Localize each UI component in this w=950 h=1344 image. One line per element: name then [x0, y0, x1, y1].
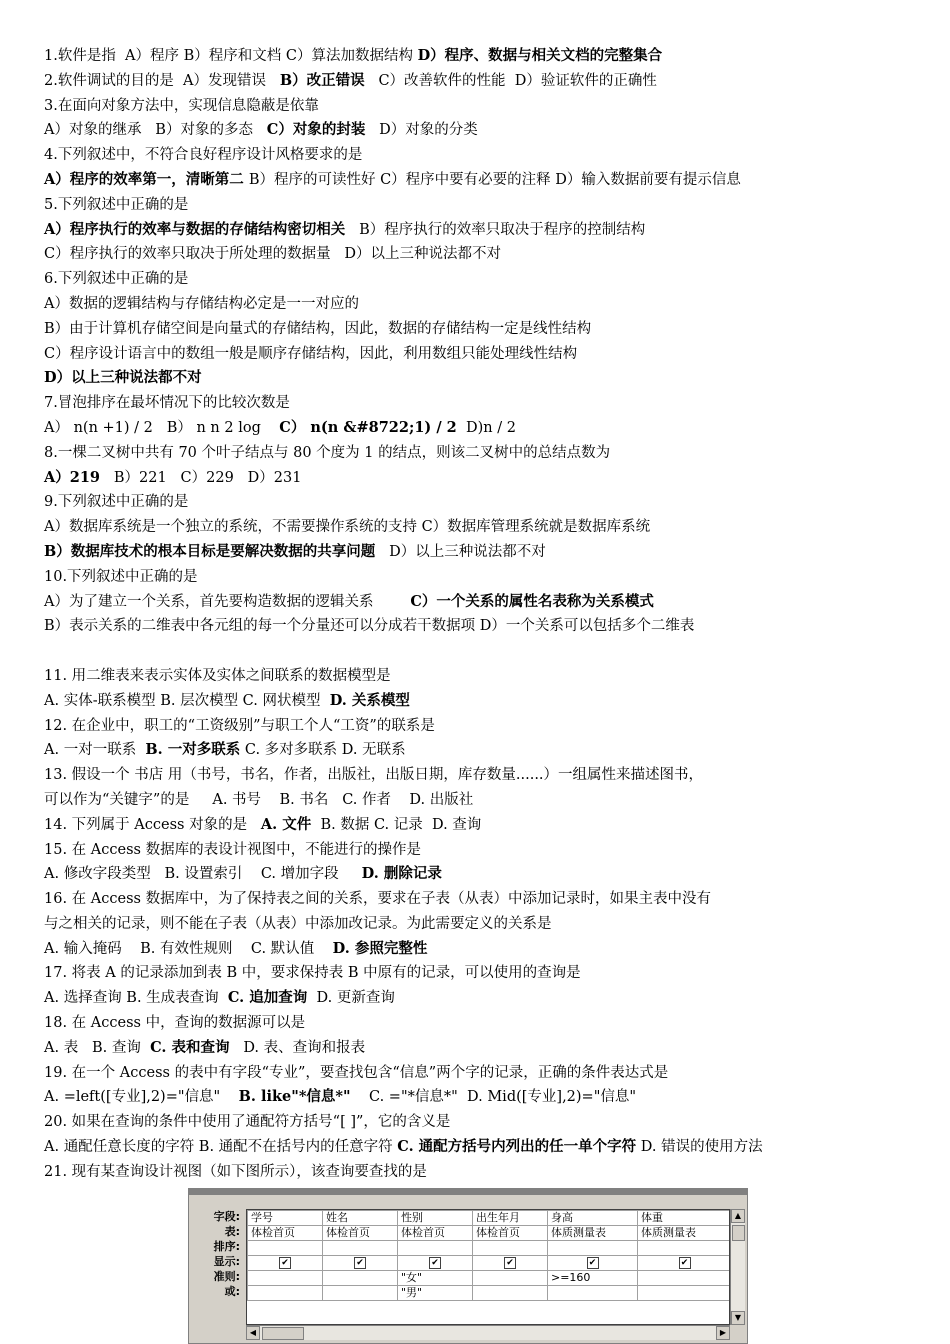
grid-cell-sort[interactable] — [323, 1241, 398, 1256]
text-segment: A. 表 B. 查询 — [44, 1039, 151, 1056]
answer-text: D）以上三种说法都不对 — [44, 369, 202, 387]
text-line — [44, 986, 924, 1011]
answer-text: A）程序的效率第一，清晰第二 — [44, 170, 249, 188]
grid-cell-table[interactable]: 体检首页 — [398, 1226, 473, 1241]
text-segment: A. 输入掩码 B. 有效性规则 C. 默认值 — [44, 940, 333, 957]
text-segment: 18. 在 Access 中，查询的数据源可以是 — [44, 1015, 306, 1032]
text-segment: B. 数据 C. 记录 D. 查询 — [311, 816, 482, 833]
row-label: 排序: — [213, 1240, 240, 1253]
checkbox-icon[interactable]: ✔ — [587, 1257, 599, 1269]
text-segment: A）对象的继承 B）对象的多态 — [44, 122, 267, 139]
grid-cell-criteria[interactable]: >=160 — [548, 1271, 638, 1286]
text-segment: A. 实体-联系模型 B. 层次模型 C. 网状模型 — [44, 692, 330, 709]
grid-cell-field[interactable]: 姓名 — [323, 1211, 398, 1226]
grid-cell-field[interactable]: 体重 — [638, 1211, 731, 1226]
text-line — [44, 813, 924, 838]
scroll-thumb-horizontal[interactable] — [262, 1327, 304, 1340]
grid-cell-field[interactable]: 出生年月 — [473, 1211, 548, 1226]
text-line — [44, 912, 924, 937]
text-segment: 可以作为“关键字”的是 A. 书号 B. 书名 C. 作者 D. 出版社 — [44, 791, 474, 808]
answer-text: B）数据库技术的根本目标是要解决数据的共享问题 — [44, 542, 376, 560]
answer-text: C. 通配方括号内列出的任一单个字符 — [397, 1138, 637, 1156]
grid-cell-table[interactable]: 体质测量表 — [548, 1226, 638, 1241]
grid-cell-criteria[interactable] — [248, 1271, 323, 1286]
grid-cell-table[interactable]: 体检首页 — [473, 1226, 548, 1241]
text-line — [44, 441, 924, 466]
text-segment: D. 表、查询和报表 — [229, 1039, 366, 1056]
text-segment: 17. 将表 A 的记录添加到表 B 中，要求保持表 B 中原有的记录，可以使用的查询是 — [44, 965, 581, 982]
show-checkbox-cell[interactable] — [473, 1256, 548, 1271]
grid-cell-criteria[interactable]: "女" — [398, 1271, 473, 1286]
text-segment: 7.冒泡排序在最坏情况下的比较次数是 — [44, 395, 290, 412]
text-line — [44, 763, 924, 788]
show-checkbox-cell[interactable] — [638, 1256, 731, 1271]
text-segment: D）以上三种说法都不对 — [375, 543, 546, 560]
grid-cell-or[interactable] — [473, 1286, 548, 1301]
text-segment: 15. 在 Access 数据库的表设计视图中，不能进行的操作是 — [44, 841, 422, 858]
row-label: 准则: — [213, 1270, 240, 1283]
text-segment: C）程序执行的效率只取决于所处理的数据量 D）以上三种说法都不对 — [44, 246, 502, 263]
grid-cell-sort[interactable] — [248, 1241, 323, 1256]
text-line — [44, 317, 924, 342]
answer-text: B. like"*信息*" — [238, 1088, 351, 1106]
text-line — [44, 143, 924, 168]
vertical-scrollbar[interactable] — [730, 1209, 745, 1325]
text-line — [44, 44, 924, 69]
text-line — [44, 838, 924, 863]
text-segment: 12. 在企业中，职工的“工资级别”与职工个人“工资”的联系是 — [44, 717, 435, 734]
text-line — [44, 565, 924, 590]
text-line — [44, 540, 924, 565]
grid-cell-criteria[interactable] — [323, 1271, 398, 1286]
blank-line — [44, 639, 924, 664]
text-line — [44, 416, 924, 441]
text-segment: 10.下列叙述中正确的是 — [44, 568, 198, 585]
grid-cell-or[interactable] — [638, 1286, 731, 1301]
text-segment: C. 多对多联系 D. 无联系 — [240, 742, 406, 759]
text-segment: 16. 在 Access 数据库中，为了保持表之间的关系，要求在子表（从表）中添加记录时，如果主表中没有 — [44, 891, 712, 908]
text-segment: 19. 在一个 Access 的表中有字段“专业”，要查找包含“信息”两个字的记录，正确的条件表达式是 — [44, 1064, 669, 1081]
grid-cell-sort[interactable] — [398, 1241, 473, 1256]
text-segment: A. =left([专业],2)="信息" — [44, 1089, 239, 1106]
grid-cell-or[interactable] — [323, 1286, 398, 1301]
text-line — [44, 961, 924, 986]
text-line — [44, 614, 924, 639]
checkbox-icon[interactable]: ✔ — [429, 1257, 441, 1269]
row-labels — [189, 1209, 244, 1299]
grid-cell-sort[interactable] — [638, 1241, 731, 1256]
text-segment: C. ="*信息*" D. Mid([专业],2)="信息" — [350, 1089, 637, 1106]
text-segment: B）表示关系的二维表中各元组的每一个分量还可以分成若干数据项 D）一个关系可以包括多个二维表 — [44, 618, 695, 635]
window-border — [189, 1189, 747, 1195]
answer-text: D. 删除记录 — [361, 865, 442, 883]
text-segment: D. 更新查询 — [307, 990, 395, 1007]
text-line — [44, 515, 924, 540]
row-label: 字段: — [213, 1210, 240, 1223]
grid-row-or — [248, 1286, 731, 1301]
answer-text: A）219 — [44, 468, 101, 486]
text-line — [44, 94, 924, 119]
text-segment: 13. 假设一个 书店 用（书号，书名，作者，出版社，出版日期，库存数量......）一组属性来描述图书， — [44, 767, 704, 784]
answer-text: A. 文件 — [260, 815, 312, 833]
text-line — [44, 242, 924, 267]
answer-text: D. 参照完整性 — [332, 939, 428, 957]
text-line — [44, 490, 924, 515]
text-line — [44, 1011, 924, 1036]
text-line — [44, 366, 924, 391]
grid-cell-or[interactable]: "男" — [398, 1286, 473, 1301]
show-checkbox-cell[interactable] — [248, 1256, 323, 1271]
text-segment: 1.软件是指 A）程序 B）程序和文档 C）算法加数据结构 — [44, 48, 418, 64]
grid-cell-field[interactable]: 性别 — [398, 1211, 473, 1226]
text-segment: D）对象的分类 — [365, 122, 478, 139]
scroll-up-icon[interactable]: ▲ — [731, 1209, 745, 1223]
text-segment: 8.一棵二叉树中共有 70 个叶子结点与 80 个度为 1 的结点，则该二叉树中的总结点数为 — [44, 444, 611, 461]
text-segment: B）程序的可读性好 C）程序中要有必要的注释 D）输入数据前要有提示信息 — [248, 171, 741, 188]
answer-text: C. 追加查询 — [227, 989, 308, 1007]
text-segment: 9.下列叙述中正确的是 — [44, 494, 189, 511]
answer-text: C）一个关系的属性名表称为关系模式 — [410, 592, 654, 610]
text-line — [44, 1135, 924, 1160]
show-checkbox-cell[interactable] — [398, 1256, 473, 1271]
text-line — [44, 1110, 924, 1135]
text-segment: 20. 如果在查询的条件中使用了通配符方括号“[ ]”，它的含义是 — [44, 1114, 451, 1131]
text-line — [44, 69, 924, 94]
grid-cell-criteria[interactable] — [473, 1271, 548, 1286]
text-line — [44, 1085, 924, 1110]
grid-cell-or[interactable] — [248, 1286, 323, 1301]
text-segment: 2.软件调试的目的是 A）发现错误 — [44, 72, 280, 89]
grid-cell-criteria[interactable] — [638, 1271, 731, 1286]
text-line — [44, 1036, 924, 1061]
query-grid-table — [247, 1210, 730, 1301]
text-line — [44, 168, 924, 193]
text-segment: 与之相关的记录，则不能在子表（从表）中添加改记录。为此需要定义的关系是 — [44, 915, 552, 932]
checkbox-icon[interactable]: ✔ — [679, 1257, 691, 1269]
text-segment: A. 选择查询 B. 生成表查询 — [44, 990, 228, 1007]
text-segment: A）为了建立一个关系，首先要构造数据的逻辑关系 — [44, 593, 411, 610]
text-line — [44, 1061, 924, 1086]
text-line — [44, 887, 924, 912]
scroll-down-icon[interactable]: ▼ — [731, 1311, 745, 1325]
answer-text: B）改正错误 — [279, 71, 365, 89]
text-segment: A. 一对一联系 — [44, 742, 146, 759]
grid-row-table — [248, 1226, 731, 1241]
grid-cell-table[interactable]: 体检首页 — [248, 1226, 323, 1241]
scroll-thumb[interactable] — [732, 1225, 745, 1241]
text-segment: D. 错误的使用方法 — [636, 1139, 763, 1156]
text-segment: 11. 用二维表来表示实体及实体之间联系的数据模型是 — [44, 667, 391, 684]
show-checkbox-cell[interactable] — [548, 1256, 638, 1271]
answer-text: C. 表和查询 — [150, 1038, 230, 1056]
answer-text: D. 关系模型 — [329, 691, 410, 709]
answer-text: B. 一对多联系 — [145, 741, 241, 759]
text-segment: A） n(n +1) / 2 B） n n 2 log — [44, 419, 280, 436]
text-line — [44, 937, 924, 962]
text-segment: D)n / 2 — [456, 419, 516, 436]
text-segment: B）221 C）229 D）231 — [100, 469, 302, 486]
text-segment: B）程序执行的效率只取决于程序的控制结构 — [345, 221, 646, 238]
grid-cell-table[interactable]: 体检首页 — [323, 1226, 398, 1241]
query-design-view — [188, 1188, 748, 1344]
row-label: 显示: — [213, 1255, 240, 1268]
text-line — [44, 391, 924, 416]
grid-row-criteria — [248, 1271, 731, 1286]
text-segment: A）数据库系统是一个独立的系统，不需要操作系统的支持 C）数据库管理系统就是数据库系统 — [44, 519, 651, 536]
text-line — [44, 1160, 924, 1185]
text-segment: 6.下列叙述中正确的是 — [44, 271, 189, 288]
text-segment: A. 通配任意长度的字符 B. 通配不在括号内的任意字符 — [44, 1139, 398, 1156]
answer-text: C） n(n &#8722;1) / 2 — [279, 418, 457, 436]
grid-row-show — [248, 1256, 731, 1271]
text-segment: 3.在面向对象方法中，实现信息隐蔽是依靠 — [44, 97, 319, 114]
text-line — [44, 714, 924, 739]
answer-text: C）对象的封装 — [266, 121, 366, 139]
document-body — [44, 44, 924, 1185]
grid-cell-or[interactable] — [548, 1286, 638, 1301]
text-line — [44, 342, 924, 367]
grid-cell-field[interactable]: 身高 — [548, 1211, 638, 1226]
text-line — [44, 788, 924, 813]
grid-cell-field[interactable]: 学号 — [248, 1211, 323, 1226]
text-segment: A. 修改字段类型 B. 设置索引 C. 增加字段 — [44, 866, 362, 883]
text-line — [44, 862, 924, 887]
text-segment: 4.下列叙述中，不符合良好程序设计风格要求的是 — [44, 147, 363, 164]
text-line — [44, 118, 924, 143]
text-segment: B）由于计算机存储空间是向量式的存储结构，因此，数据的存储结构一定是线性结构 — [44, 320, 592, 337]
grid-row-sort — [248, 1241, 731, 1256]
text-line — [44, 466, 924, 491]
grid-row-field — [248, 1211, 731, 1226]
text-segment: 21. 现有某查询设计视图（如下图所示），该查询要查找的是 — [44, 1163, 427, 1180]
horizontal-scrollbar[interactable] — [246, 1325, 730, 1340]
text-line — [44, 292, 924, 317]
query-grid — [246, 1209, 730, 1325]
checkbox-icon[interactable]: ✔ — [279, 1257, 291, 1269]
text-segment: 14. 下列属于 Access 对象的是 — [44, 816, 261, 833]
text-segment: C）改善软件的性能 D）验证软件的正确性 — [364, 72, 657, 89]
text-line — [44, 267, 924, 292]
checkbox-icon[interactable]: ✔ — [354, 1257, 366, 1269]
text-line — [44, 664, 924, 689]
scroll-left-icon[interactable]: ◀ — [246, 1326, 260, 1340]
row-label: 或: — [224, 1285, 240, 1298]
answer-text: D）程序、数据与相关文档的完整集合 — [417, 47, 663, 64]
text-line — [44, 689, 924, 714]
grid-cell-sort[interactable] — [548, 1241, 638, 1256]
text-line — [44, 193, 924, 218]
grid-cell-table[interactable]: 体质测量表 — [638, 1226, 731, 1241]
answer-text: A）程序执行的效率与数据的存储结构密切相关 — [44, 220, 346, 238]
show-checkbox-cell[interactable] — [323, 1256, 398, 1271]
checkbox-icon[interactable]: ✔ — [504, 1257, 516, 1269]
row-label: 表: — [224, 1225, 240, 1238]
text-segment: A）数据的逻辑结构与存储结构必定是一一对应的 — [44, 295, 359, 312]
grid-cell-sort[interactable] — [473, 1241, 548, 1256]
scroll-right-icon[interactable]: ▶ — [716, 1326, 730, 1340]
text-line — [44, 590, 924, 615]
text-line — [44, 738, 924, 763]
text-line — [44, 218, 924, 243]
text-segment: 5.下列叙述中正确的是 — [44, 196, 189, 213]
text-segment: C）程序设计语言中的数组一般是顺序存储结构，因此，利用数组只能处理线性结构 — [44, 345, 578, 362]
